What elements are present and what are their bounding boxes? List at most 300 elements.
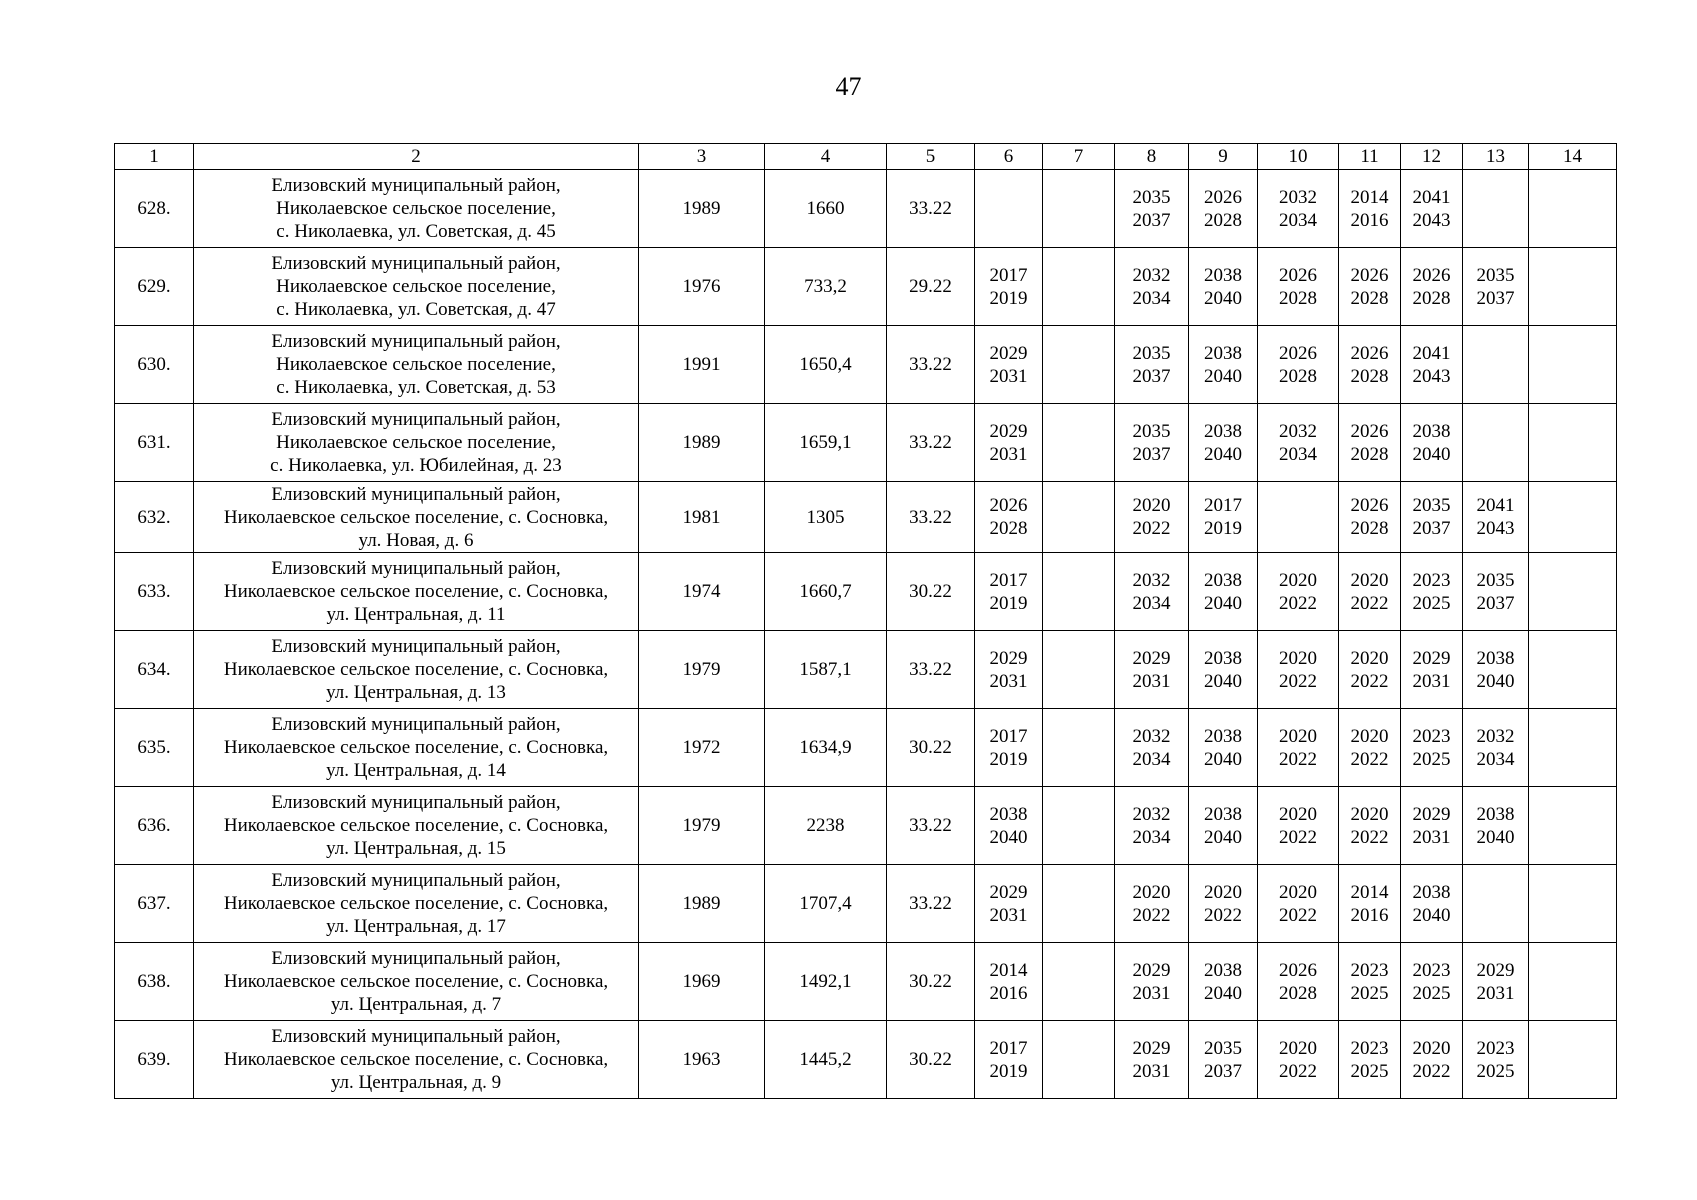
period-cell-8 <box>1115 326 1189 404</box>
period-year: 2043 <box>1476 518 1515 539</box>
period-cell-9 <box>1189 248 1258 326</box>
period-year: 2019 <box>989 592 1028 614</box>
build-year-cell: 1991 <box>639 326 765 404</box>
column-header: 11 <box>1339 144 1401 170</box>
period-year: 2022 <box>1279 1060 1317 1082</box>
address-line: ул. Центральная, д. 17 <box>326 916 506 937</box>
period-cell-6 <box>975 631 1043 709</box>
period-year: 2020 <box>1204 881 1242 903</box>
code-cell: 29.22 <box>887 248 975 326</box>
code-cell: 33.22 <box>887 631 975 709</box>
period-year: 2038 <box>1476 803 1515 825</box>
period-cell-6 <box>975 709 1043 787</box>
period-cell-7 <box>1043 248 1115 326</box>
period-year: 2038 <box>1412 881 1451 903</box>
period-year: 2022 <box>1279 748 1317 770</box>
period-cell-9 <box>1189 631 1258 709</box>
period-year: 2038 <box>1204 803 1242 825</box>
period-year: 2019 <box>989 287 1028 309</box>
period-cell-6 <box>975 943 1043 1021</box>
period-cell-13 <box>1463 787 1529 865</box>
address-line: Елизовский муниципальный район, <box>271 870 561 891</box>
period-year: 2031 <box>1412 826 1451 848</box>
period-year: 2037 <box>1476 287 1515 309</box>
period-year: 2026 <box>1350 495 1389 516</box>
period-year: 2017 <box>1204 495 1242 516</box>
code-cell: 33.22 <box>887 865 975 943</box>
period-year: 2035 <box>1132 186 1171 208</box>
period-year: 2023 <box>1476 1037 1515 1059</box>
code-cell: 30.22 <box>887 709 975 787</box>
row-number: 633. <box>115 553 194 631</box>
table-row <box>115 248 1617 326</box>
area-cell: 1707,4 <box>765 865 887 943</box>
address-line: с. Николаевка, ул. Советская, д. 47 <box>276 299 556 320</box>
period-year: 2032 <box>1132 803 1171 825</box>
period-year: 2026 <box>1279 264 1317 286</box>
code-cell: 30.22 <box>887 943 975 1021</box>
address-line: Николаевское сельское поселение, с. Сосновка, <box>223 815 609 836</box>
address-line: Николаевское сельское поселение, <box>276 198 556 219</box>
period-cell-9 <box>1189 709 1258 787</box>
period-cell-8 <box>1115 553 1189 631</box>
row-number: 631. <box>115 404 194 482</box>
period-year: 2017 <box>989 569 1028 591</box>
period-year: 2025 <box>1476 1060 1515 1082</box>
period-cell-8 <box>1115 943 1189 1021</box>
area-cell: 733,2 <box>765 248 887 326</box>
period-year: 2022 <box>1279 826 1317 848</box>
area-cell: 1445,2 <box>765 1021 887 1099</box>
period-year: 2040 <box>1412 443 1451 465</box>
period-year: 2020 <box>1279 569 1317 591</box>
period-cell-13 <box>1463 943 1529 1021</box>
period-year: 2020 <box>1132 495 1171 516</box>
period-cell-12 <box>1401 326 1463 404</box>
period-year: 2020 <box>1279 1037 1317 1059</box>
period-year: 2020 <box>1350 725 1389 747</box>
period-year: 2032 <box>1476 725 1515 747</box>
period-cell-11 <box>1339 248 1401 326</box>
address-line: Елизовский муниципальный район, <box>271 483 561 505</box>
period-year: 2034 <box>1476 748 1515 770</box>
column-header: 3 <box>639 144 765 170</box>
period-cell-13 <box>1463 170 1529 248</box>
address-cell <box>194 943 639 1021</box>
row-number: 637. <box>115 865 194 943</box>
table-row <box>115 631 1617 709</box>
period-year: 2020 <box>1279 647 1317 669</box>
table-row <box>115 326 1617 404</box>
period-cell-12 <box>1401 248 1463 326</box>
period-cell-9 <box>1189 326 1258 404</box>
period-cell-13 <box>1463 631 1529 709</box>
period-cell-13 <box>1463 404 1529 482</box>
address-line: Елизовский муниципальный район, <box>271 792 561 813</box>
period-cell-10 <box>1258 404 1339 482</box>
period-year: 2020 <box>1279 725 1317 747</box>
period-year: 2040 <box>1204 365 1242 387</box>
period-cell-9 <box>1189 170 1258 248</box>
registry-table <box>114 143 1617 1099</box>
period-year: 2014 <box>1350 881 1389 903</box>
period-year: 2040 <box>1204 670 1242 692</box>
column-header: 12 <box>1401 144 1463 170</box>
column-header: 14 <box>1529 144 1617 170</box>
period-year: 2026 <box>1279 959 1317 981</box>
period-year: 2028 <box>989 518 1028 539</box>
address-line: Николаевское сельское поселение, <box>276 432 556 453</box>
column-header: 1 <box>115 144 194 170</box>
period-cell-14 <box>1529 943 1617 1021</box>
period-year: 2032 <box>1279 420 1317 442</box>
period-cell-10 <box>1258 865 1339 943</box>
period-cell-7 <box>1043 865 1115 943</box>
address-line: Николаевское сельское поселение, с. Сосновка, <box>223 893 609 914</box>
period-year: 2031 <box>1132 1060 1171 1082</box>
period-year: 2037 <box>1476 592 1515 614</box>
period-year: 2019 <box>1204 518 1242 539</box>
period-year: 2038 <box>1204 959 1242 981</box>
period-year: 2025 <box>1412 982 1451 1004</box>
period-cell-14 <box>1529 787 1617 865</box>
period-cell-8 <box>1115 709 1189 787</box>
period-cell-11 <box>1339 404 1401 482</box>
period-cell-6 <box>975 404 1043 482</box>
period-cell-10 <box>1258 631 1339 709</box>
period-year: 2023 <box>1412 569 1451 591</box>
period-cell-10 <box>1258 1021 1339 1099</box>
code-cell: 30.22 <box>887 1021 975 1099</box>
period-year: 2020 <box>1350 803 1389 825</box>
period-year: 2014 <box>989 959 1028 981</box>
period-year: 2031 <box>1476 982 1515 1004</box>
period-year: 2037 <box>1132 443 1171 465</box>
page-number: 47 <box>835 72 862 101</box>
period-year: 2038 <box>1204 342 1242 364</box>
period-cell-11 <box>1339 865 1401 943</box>
period-cell-7 <box>1043 326 1115 404</box>
period-year: 2040 <box>1204 826 1242 848</box>
column-header: 13 <box>1463 144 1529 170</box>
period-year: 2028 <box>1350 365 1389 387</box>
address-line: Елизовский муниципальный район, <box>271 636 561 657</box>
row-number: 634. <box>115 631 194 709</box>
area-cell: 1659,1 <box>765 404 887 482</box>
period-year: 2038 <box>989 803 1028 825</box>
period-year: 2038 <box>1204 420 1242 442</box>
period-year: 2032 <box>1132 725 1171 747</box>
address-line: ул. Центральная, д. 14 <box>326 760 506 781</box>
period-year: 2034 <box>1132 592 1171 614</box>
period-cell-11 <box>1339 170 1401 248</box>
period-year: 2043 <box>1412 209 1451 231</box>
period-cell-10 <box>1258 326 1339 404</box>
table-row <box>115 1021 1617 1099</box>
period-year: 2035 <box>1204 1037 1242 1059</box>
period-year: 2041 <box>1476 495 1515 516</box>
period-cell-9 <box>1189 404 1258 482</box>
period-cell-7 <box>1043 709 1115 787</box>
build-year-cell: 1989 <box>639 170 765 248</box>
period-year: 2040 <box>1476 670 1515 692</box>
build-year-cell: 1979 <box>639 787 765 865</box>
period-cell-13 <box>1463 482 1529 553</box>
period-year: 2038 <box>1204 264 1242 286</box>
address-line: Николаевское сельское поселение, с. Сосновка, <box>223 506 609 528</box>
table-row <box>115 943 1617 1021</box>
period-cell-13 <box>1463 865 1529 943</box>
period-year: 2043 <box>1412 365 1451 387</box>
period-cell-10 <box>1258 787 1339 865</box>
period-year: 2026 <box>1279 342 1317 364</box>
period-cell-8 <box>1115 631 1189 709</box>
address-line: Николаевское сельское поселение, с. Сосновка, <box>223 1049 609 1070</box>
period-year: 2040 <box>1204 287 1242 309</box>
period-cell-7 <box>1043 404 1115 482</box>
table-row <box>115 553 1617 631</box>
row-number: 635. <box>115 709 194 787</box>
period-year: 2038 <box>1204 569 1242 591</box>
period-cell-9 <box>1189 787 1258 865</box>
period-year: 2034 <box>1132 826 1171 848</box>
period-year: 2035 <box>1412 495 1451 516</box>
period-year: 2031 <box>989 670 1028 692</box>
code-cell: 33.22 <box>887 326 975 404</box>
period-cell-11 <box>1339 787 1401 865</box>
period-year: 2029 <box>1412 647 1451 669</box>
period-year: 2031 <box>989 904 1028 926</box>
period-cell-9 <box>1189 553 1258 631</box>
address-line: Елизовский муниципальный район, <box>271 331 561 352</box>
row-number: 629. <box>115 248 194 326</box>
row-number: 630. <box>115 326 194 404</box>
code-cell: 33.22 <box>887 404 975 482</box>
address-line: Николаевское сельское поселение, с. Сосновка, <box>223 659 609 680</box>
address-cell <box>194 1021 639 1099</box>
period-year: 2020 <box>1132 881 1171 903</box>
address-line: ул. Новая, д. 6 <box>358 529 474 551</box>
period-year: 2031 <box>989 443 1028 465</box>
period-cell-7 <box>1043 943 1115 1021</box>
header-row <box>115 144 1617 170</box>
period-cell-10 <box>1258 170 1339 248</box>
period-year: 2031 <box>1412 670 1451 692</box>
period-cell-6 <box>975 248 1043 326</box>
period-cell-12 <box>1401 631 1463 709</box>
period-year: 2022 <box>1350 826 1389 848</box>
period-cell-14 <box>1529 553 1617 631</box>
address-line: Елизовский муниципальный район, <box>271 558 561 579</box>
address-cell <box>194 631 639 709</box>
period-cell-10 <box>1258 482 1339 553</box>
column-header: 4 <box>765 144 887 170</box>
address-line: Николаевское сельское поселение, с. Сосновка, <box>223 971 609 992</box>
period-year: 2035 <box>1132 342 1171 364</box>
period-cell-7 <box>1043 787 1115 865</box>
period-cell-7 <box>1043 1021 1115 1099</box>
period-year: 2026 <box>1204 186 1242 208</box>
period-year: 2037 <box>1132 209 1171 231</box>
period-year: 2020 <box>1279 803 1317 825</box>
period-year: 2016 <box>1350 209 1389 231</box>
period-cell-14 <box>1529 326 1617 404</box>
period-year: 2016 <box>1350 904 1389 926</box>
period-year: 2017 <box>989 264 1028 286</box>
period-cell-8 <box>1115 865 1189 943</box>
period-year: 2034 <box>1132 748 1171 770</box>
period-cell-8 <box>1115 248 1189 326</box>
period-year: 2037 <box>1132 365 1171 387</box>
address-line: ул. Центральная, д. 15 <box>326 838 506 859</box>
address-cell <box>194 482 639 553</box>
period-year: 2041 <box>1412 186 1451 208</box>
period-year: 2035 <box>1476 569 1515 591</box>
address-line: ул. Центральная, д. 11 <box>326 604 506 625</box>
period-year: 2038 <box>1204 647 1242 669</box>
period-cell-8 <box>1115 482 1189 553</box>
period-cell-11 <box>1339 326 1401 404</box>
period-cell-9 <box>1189 943 1258 1021</box>
period-year: 2023 <box>1350 959 1389 981</box>
row-number: 636. <box>115 787 194 865</box>
period-cell-12 <box>1401 865 1463 943</box>
period-year: 2022 <box>1279 592 1317 614</box>
build-year-cell: 1979 <box>639 631 765 709</box>
period-year: 2028 <box>1279 365 1317 387</box>
period-year: 2037 <box>1412 518 1451 539</box>
period-cell-6 <box>975 787 1043 865</box>
period-year: 2023 <box>1412 725 1451 747</box>
period-cell-12 <box>1401 943 1463 1021</box>
period-cell-8 <box>1115 404 1189 482</box>
address-line: с. Николаевка, ул. Советская, д. 45 <box>276 221 556 242</box>
period-year: 2026 <box>1350 420 1389 442</box>
period-cell-6 <box>975 553 1043 631</box>
period-year: 2031 <box>1132 670 1171 692</box>
period-cell-10 <box>1258 943 1339 1021</box>
period-cell-12 <box>1401 1021 1463 1099</box>
period-year: 2029 <box>1476 959 1515 981</box>
period-year: 2029 <box>1132 647 1171 669</box>
build-year-cell: 1981 <box>639 482 765 553</box>
address-line: ул. Центральная, д. 7 <box>330 994 502 1015</box>
period-year: 2041 <box>1412 342 1451 364</box>
period-cell-13 <box>1463 553 1529 631</box>
period-year: 2031 <box>1132 982 1171 1004</box>
period-year: 2029 <box>989 647 1028 669</box>
period-year: 2028 <box>1279 982 1317 1004</box>
period-cell-11 <box>1339 1021 1401 1099</box>
period-year: 2022 <box>1132 518 1171 539</box>
period-year: 2028 <box>1204 209 1242 231</box>
period-year: 2020 <box>1412 1037 1451 1059</box>
period-cell-13 <box>1463 1021 1529 1099</box>
table-row <box>115 787 1617 865</box>
period-cell-8 <box>1115 787 1189 865</box>
period-cell-12 <box>1401 404 1463 482</box>
address-cell <box>194 553 639 631</box>
area-cell: 2238 <box>765 787 887 865</box>
period-year: 2034 <box>1279 443 1317 465</box>
address-line: Николаевское сельское поселение, с. Сосновка, <box>223 581 609 602</box>
address-cell <box>194 170 639 248</box>
period-cell-8 <box>1115 1021 1189 1099</box>
period-cell-11 <box>1339 943 1401 1021</box>
address-line: с. Николаевка, ул. Юбилейная, д. 23 <box>270 455 562 476</box>
period-cell-6 <box>975 326 1043 404</box>
build-year-cell: 1974 <box>639 553 765 631</box>
build-year-cell: 1976 <box>639 248 765 326</box>
period-year: 2040 <box>989 826 1028 848</box>
area-cell: 1650,4 <box>765 326 887 404</box>
build-year-cell: 1972 <box>639 709 765 787</box>
period-cell-14 <box>1529 865 1617 943</box>
table-row <box>115 865 1617 943</box>
address-cell <box>194 787 639 865</box>
period-year: 2040 <box>1476 826 1515 848</box>
period-year: 2028 <box>1279 287 1317 309</box>
period-cell-11 <box>1339 709 1401 787</box>
period-cell-6 <box>975 170 1043 248</box>
period-cell-12 <box>1401 553 1463 631</box>
period-cell-8 <box>1115 170 1189 248</box>
period-year: 2022 <box>1412 1060 1451 1082</box>
address-line: Елизовский муниципальный район, <box>271 948 561 969</box>
column-header: 2 <box>194 144 639 170</box>
table-row <box>115 170 1617 248</box>
period-cell-14 <box>1529 631 1617 709</box>
period-year: 2020 <box>1350 569 1389 591</box>
address-line: Николаевское сельское поселение, <box>276 276 556 297</box>
address-cell <box>194 709 639 787</box>
period-cell-12 <box>1401 787 1463 865</box>
period-year: 2020 <box>1279 881 1317 903</box>
period-year: 2022 <box>1350 592 1389 614</box>
address-cell <box>194 404 639 482</box>
build-year-cell: 1989 <box>639 404 765 482</box>
period-year: 2040 <box>1204 592 1242 614</box>
period-year: 2022 <box>1132 904 1171 926</box>
period-year: 2019 <box>989 748 1028 770</box>
period-year: 2022 <box>1204 904 1242 926</box>
period-cell-6 <box>975 865 1043 943</box>
row-number: 639. <box>115 1021 194 1099</box>
address-line: Елизовский муниципальный район, <box>271 714 561 735</box>
period-cell-10 <box>1258 248 1339 326</box>
build-year-cell: 1989 <box>639 865 765 943</box>
period-year: 2026 <box>1350 342 1389 364</box>
table-row <box>115 404 1617 482</box>
period-year: 2035 <box>1476 264 1515 286</box>
period-cell-14 <box>1529 1021 1617 1099</box>
period-cell-14 <box>1529 482 1617 553</box>
period-cell-12 <box>1401 709 1463 787</box>
row-number: 632. <box>115 482 194 553</box>
code-cell: 30.22 <box>887 553 975 631</box>
period-cell-6 <box>975 482 1043 553</box>
period-cell-13 <box>1463 326 1529 404</box>
period-cell-9 <box>1189 865 1258 943</box>
area-cell: 1587,1 <box>765 631 887 709</box>
address-cell <box>194 865 639 943</box>
period-year: 2038 <box>1412 420 1451 442</box>
period-year: 2026 <box>1412 264 1451 286</box>
period-cell-7 <box>1043 482 1115 553</box>
period-year: 2025 <box>1412 592 1451 614</box>
column-header: 10 <box>1258 144 1339 170</box>
table-row <box>115 482 1617 553</box>
